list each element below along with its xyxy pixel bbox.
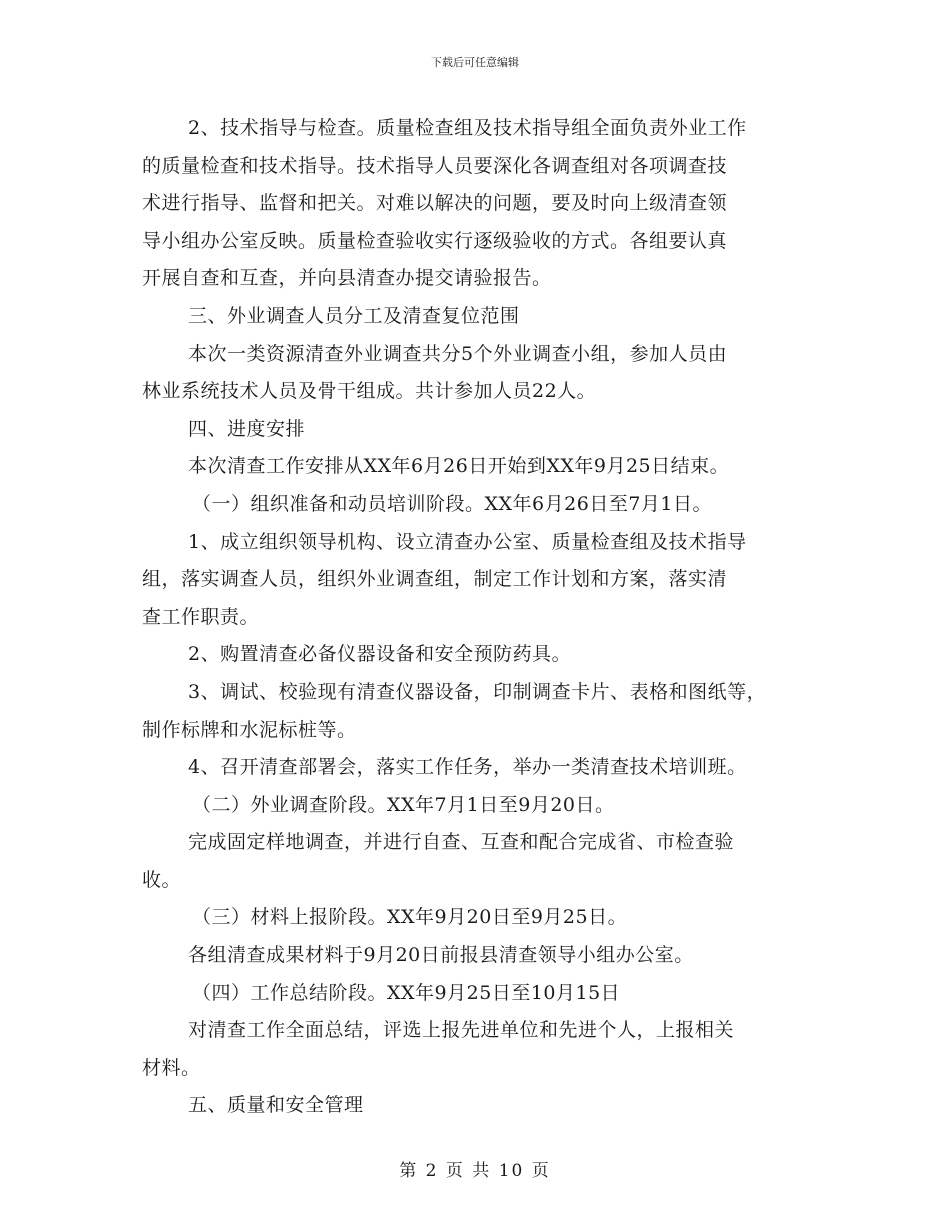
body-line: 本次清查工作安排从XX年6月26日开始到XX年9月25日结束。 xyxy=(188,455,730,478)
body-line: 收。 xyxy=(142,868,182,891)
body-line: 林业系统技术人员及骨干组成。共计参加人员22人。 xyxy=(142,380,597,403)
body-line: 材料。 xyxy=(142,1056,201,1079)
section-heading: 三、外业调查人员分工及清查复位范围 xyxy=(188,304,520,327)
subsection-heading: （一）组织准备和动员培训阶段。XX年6月26日至7月1日。 xyxy=(192,492,712,515)
body-line: 组，落实调查人员，组织外业调查组，制定工作计划和方案，落实清 xyxy=(142,568,728,591)
body-line: 3、调试、校验现有清查仪器设备，印制调查卡片、表格和图纸等， xyxy=(188,680,767,703)
body-line: 2、购置清查必备仪器设备和安全预防药具。 xyxy=(188,643,572,666)
body-line: 对清查工作全面总结，评选上报先进单位和先进个人，上报相关 xyxy=(188,1019,735,1042)
body-line: 开展自查和互查，并向县清查办提交请验报告。 xyxy=(142,267,552,290)
section-heading: 四、进度安排 xyxy=(188,417,306,440)
body-line: 制作标牌和水泥标桩等。 xyxy=(142,718,357,741)
subsection-heading: （四）工作总结阶段。XX年9月25日至10月15日 xyxy=(192,981,621,1004)
page-header-note: 下载后可任意编辑 xyxy=(431,56,519,69)
body-line: 术进行指导、监督和把关。对难以解决的问题，要及时向上级清查领 xyxy=(142,192,728,215)
body-line: 导小组办公室反映。质量检查验收实行逐级验收的方式。各组要认真 xyxy=(142,229,728,252)
body-line: 的质量检查和技术指导。技术指导人员要深化各调查组对各项调查技 xyxy=(142,154,728,177)
document-body xyxy=(142,110,812,1125)
body-line: 2、技术指导与检查。质量检查组及技术指导组全面负责外业工作 xyxy=(188,117,747,139)
body-line: 4、召开清查部署会，落实工作任务，举办一类清查技术培训班。 xyxy=(188,756,747,779)
section-heading: 五、质量和安全管理 xyxy=(188,1094,364,1117)
subsection-heading: （二）外业调查阶段。XX年7月1日至9月20日。 xyxy=(192,793,615,816)
body-line: 查工作职责。 xyxy=(142,605,260,628)
body-line: 完成固定样地调查，并进行自查、互查和配合完成省、市检查验 xyxy=(188,831,735,854)
body-line: 1、成立组织领导机构、设立清查办公室、质量检查组及技术指导 xyxy=(188,530,747,553)
body-line: 各组清查成果材料于9月20日前报县清查领导小组办公室。 xyxy=(188,944,694,967)
subsection-heading: （三）材料上报阶段。XX年9月20日至9月25日。 xyxy=(192,906,628,929)
page-number: 第 2 页 共 10 页 xyxy=(399,1161,551,1181)
body-line: 本次一类资源清查外业调查共分5个外业调查小组，参加人员由 xyxy=(188,342,728,365)
